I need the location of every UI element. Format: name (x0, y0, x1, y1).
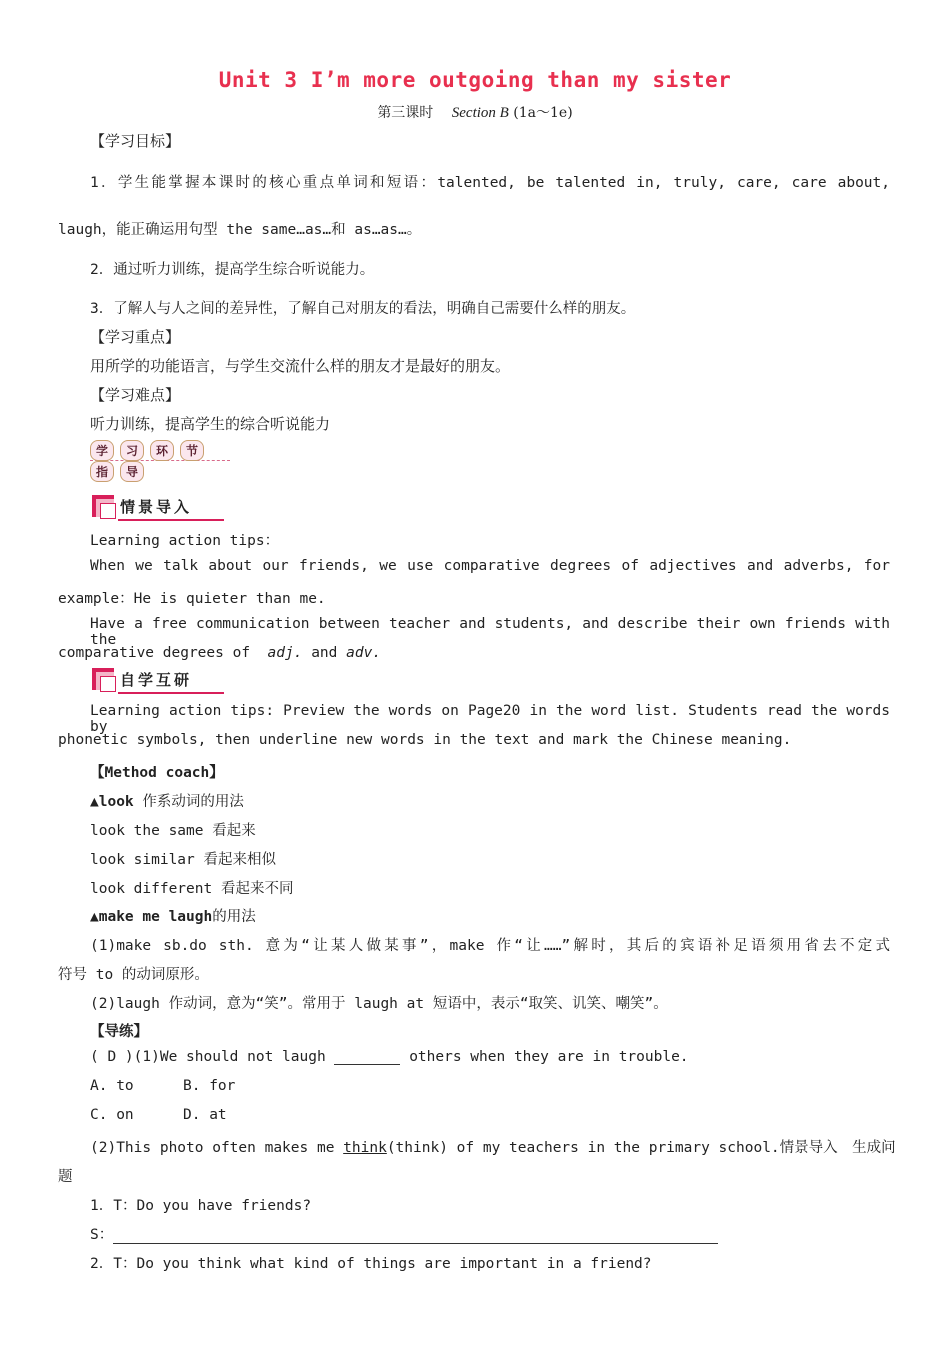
section-name: Section B (451, 105, 509, 121)
keypoints-heading: 【学习重点】 (90, 328, 181, 346)
practice-heading: 【导练】 (90, 1024, 148, 1040)
section-label: 情景导入 (120, 498, 193, 516)
option-c: C. on (90, 1107, 134, 1123)
student-label: S： (90, 1227, 114, 1243)
option-d: D. at (183, 1107, 227, 1123)
make-rule-2: (2)laugh 作动词，意为“笑”。常用于 laugh at 短语中，表示“取笑、讥笑、嘲笑”。 (90, 996, 668, 1012)
guide-banner-char: 节 (180, 440, 204, 461)
method-coach-heading: 【Method coach】 (90, 765, 224, 781)
section-header-selfstudy (92, 668, 224, 692)
dialogue-t1: 1．T：Do you have friends? (90, 1198, 312, 1214)
question-2-answer: think (343, 1140, 387, 1156)
guide-banner-char: 指 (90, 461, 114, 482)
student-answer-line[interactable] (113, 1229, 718, 1244)
question-1-text-end: others when they are in trouble. (409, 1049, 689, 1065)
look-keyword: ▲look (90, 794, 134, 810)
option-b: B. for (183, 1078, 236, 1094)
dialogue-s1 (90, 1223, 718, 1244)
difficulties-text: 听力训练，提高学生的综合听说能力 (90, 415, 331, 433)
option-a: A. to (90, 1078, 134, 1094)
look-heading (90, 790, 244, 811)
intro-paragraph-1a: When we talk about our friends, we use comparative degrees of adjectives and adverbs, for (90, 558, 890, 574)
objective-1-line2: laugh，能正确运用句型 the same…as…和 as…as…。 (58, 222, 422, 238)
objectives-heading: 【学习目标】 (90, 132, 181, 150)
objective-1-line1: 1．学生能掌握本课时的核心重点单词和短语：talented, be talented in, truly, care, care about, (90, 175, 890, 191)
guide-banner-char: 导 (120, 461, 144, 482)
make-rule-1b: 符号 to 的动词原形。 (58, 967, 209, 983)
make-keyword: ▲make me laugh (90, 909, 213, 925)
objective-2: 2．通过听力训练，提高学生综合听说能力。 (90, 262, 375, 278)
and-word: and (311, 645, 338, 661)
adv-abbrev: adv. (346, 645, 382, 661)
section-range: (1a～1e) (513, 105, 573, 121)
make-usage: 的用法 (212, 909, 256, 925)
guide-banner-char: 学 (90, 440, 114, 461)
selfstudy-tips-b: phonetic symbols, then underline new words in the text and mark the Chinese meaning. (58, 732, 792, 748)
difficulties-heading: 【学习难点】 (90, 386, 181, 404)
question-1-text: (1)We should not laugh (133, 1049, 326, 1065)
look-example-3: look different 看起来不同 (90, 881, 294, 897)
guide-banner-char: 习 (120, 440, 144, 461)
question-2-tail: 题 (58, 1169, 73, 1185)
question-2 (90, 1136, 896, 1157)
dialogue-t2: 2．T：Do you think what kind of things are important in a friend? (90, 1256, 652, 1272)
look-example-1: look the same 看起来 (90, 823, 256, 839)
intro-tips-label: Learning action tips： (90, 533, 280, 549)
page-subtitle (0, 102, 950, 122)
question-2-text-end: (think) of my teachers in the primary school.情景导入 生成问 (386, 1140, 896, 1156)
look-usage: 作系动词的用法 (142, 794, 244, 810)
question-1 (90, 1049, 689, 1065)
objective-3: 3．了解人与人之间的差异性，了解自己对朋友的看法，明确自己需要什么样的朋友。 (90, 301, 636, 317)
look-example-2: look similar 看起来相似 (90, 852, 276, 868)
keypoints-text: 用所学的功能语言，与学生交流什么样的朋友才是最好的朋友。 (90, 357, 511, 375)
selfstudy-tips-a: Learning action tips: Preview the words on Page20 in the word list. Students read the words by (90, 703, 890, 735)
intro-paragraph-2b (58, 645, 381, 661)
guide-banner-char: 环 (150, 440, 174, 461)
section-label: 自学互研 (120, 671, 193, 689)
intro-paragraph-2a: Have a free communication between teacher and students, and describe their own friends with the (90, 616, 890, 648)
question-2-text: (2)This photo often makes me (90, 1140, 335, 1156)
intro-paragraph-1b: example：He is quieter than me. (58, 591, 326, 607)
lesson-number: 第三课时 (377, 105, 434, 121)
question-1-answer: ( D ) (90, 1049, 134, 1065)
section-header-intro (92, 495, 224, 519)
adj-abbrev: adj. (267, 645, 303, 661)
make-heading (90, 905, 256, 926)
guide-banner (90, 440, 230, 479)
make-rule-1a: (1)make sb.do sth. 意为“让某人做某事”，make 作“让……”解时，其后的宾语补足语须用省去不定式 (90, 938, 890, 954)
intro-text: comparative degrees of (58, 645, 251, 661)
answer-blank[interactable] (334, 1064, 400, 1065)
page-title: Unit 3 I’m more outgoing than my sister (218, 68, 732, 92)
